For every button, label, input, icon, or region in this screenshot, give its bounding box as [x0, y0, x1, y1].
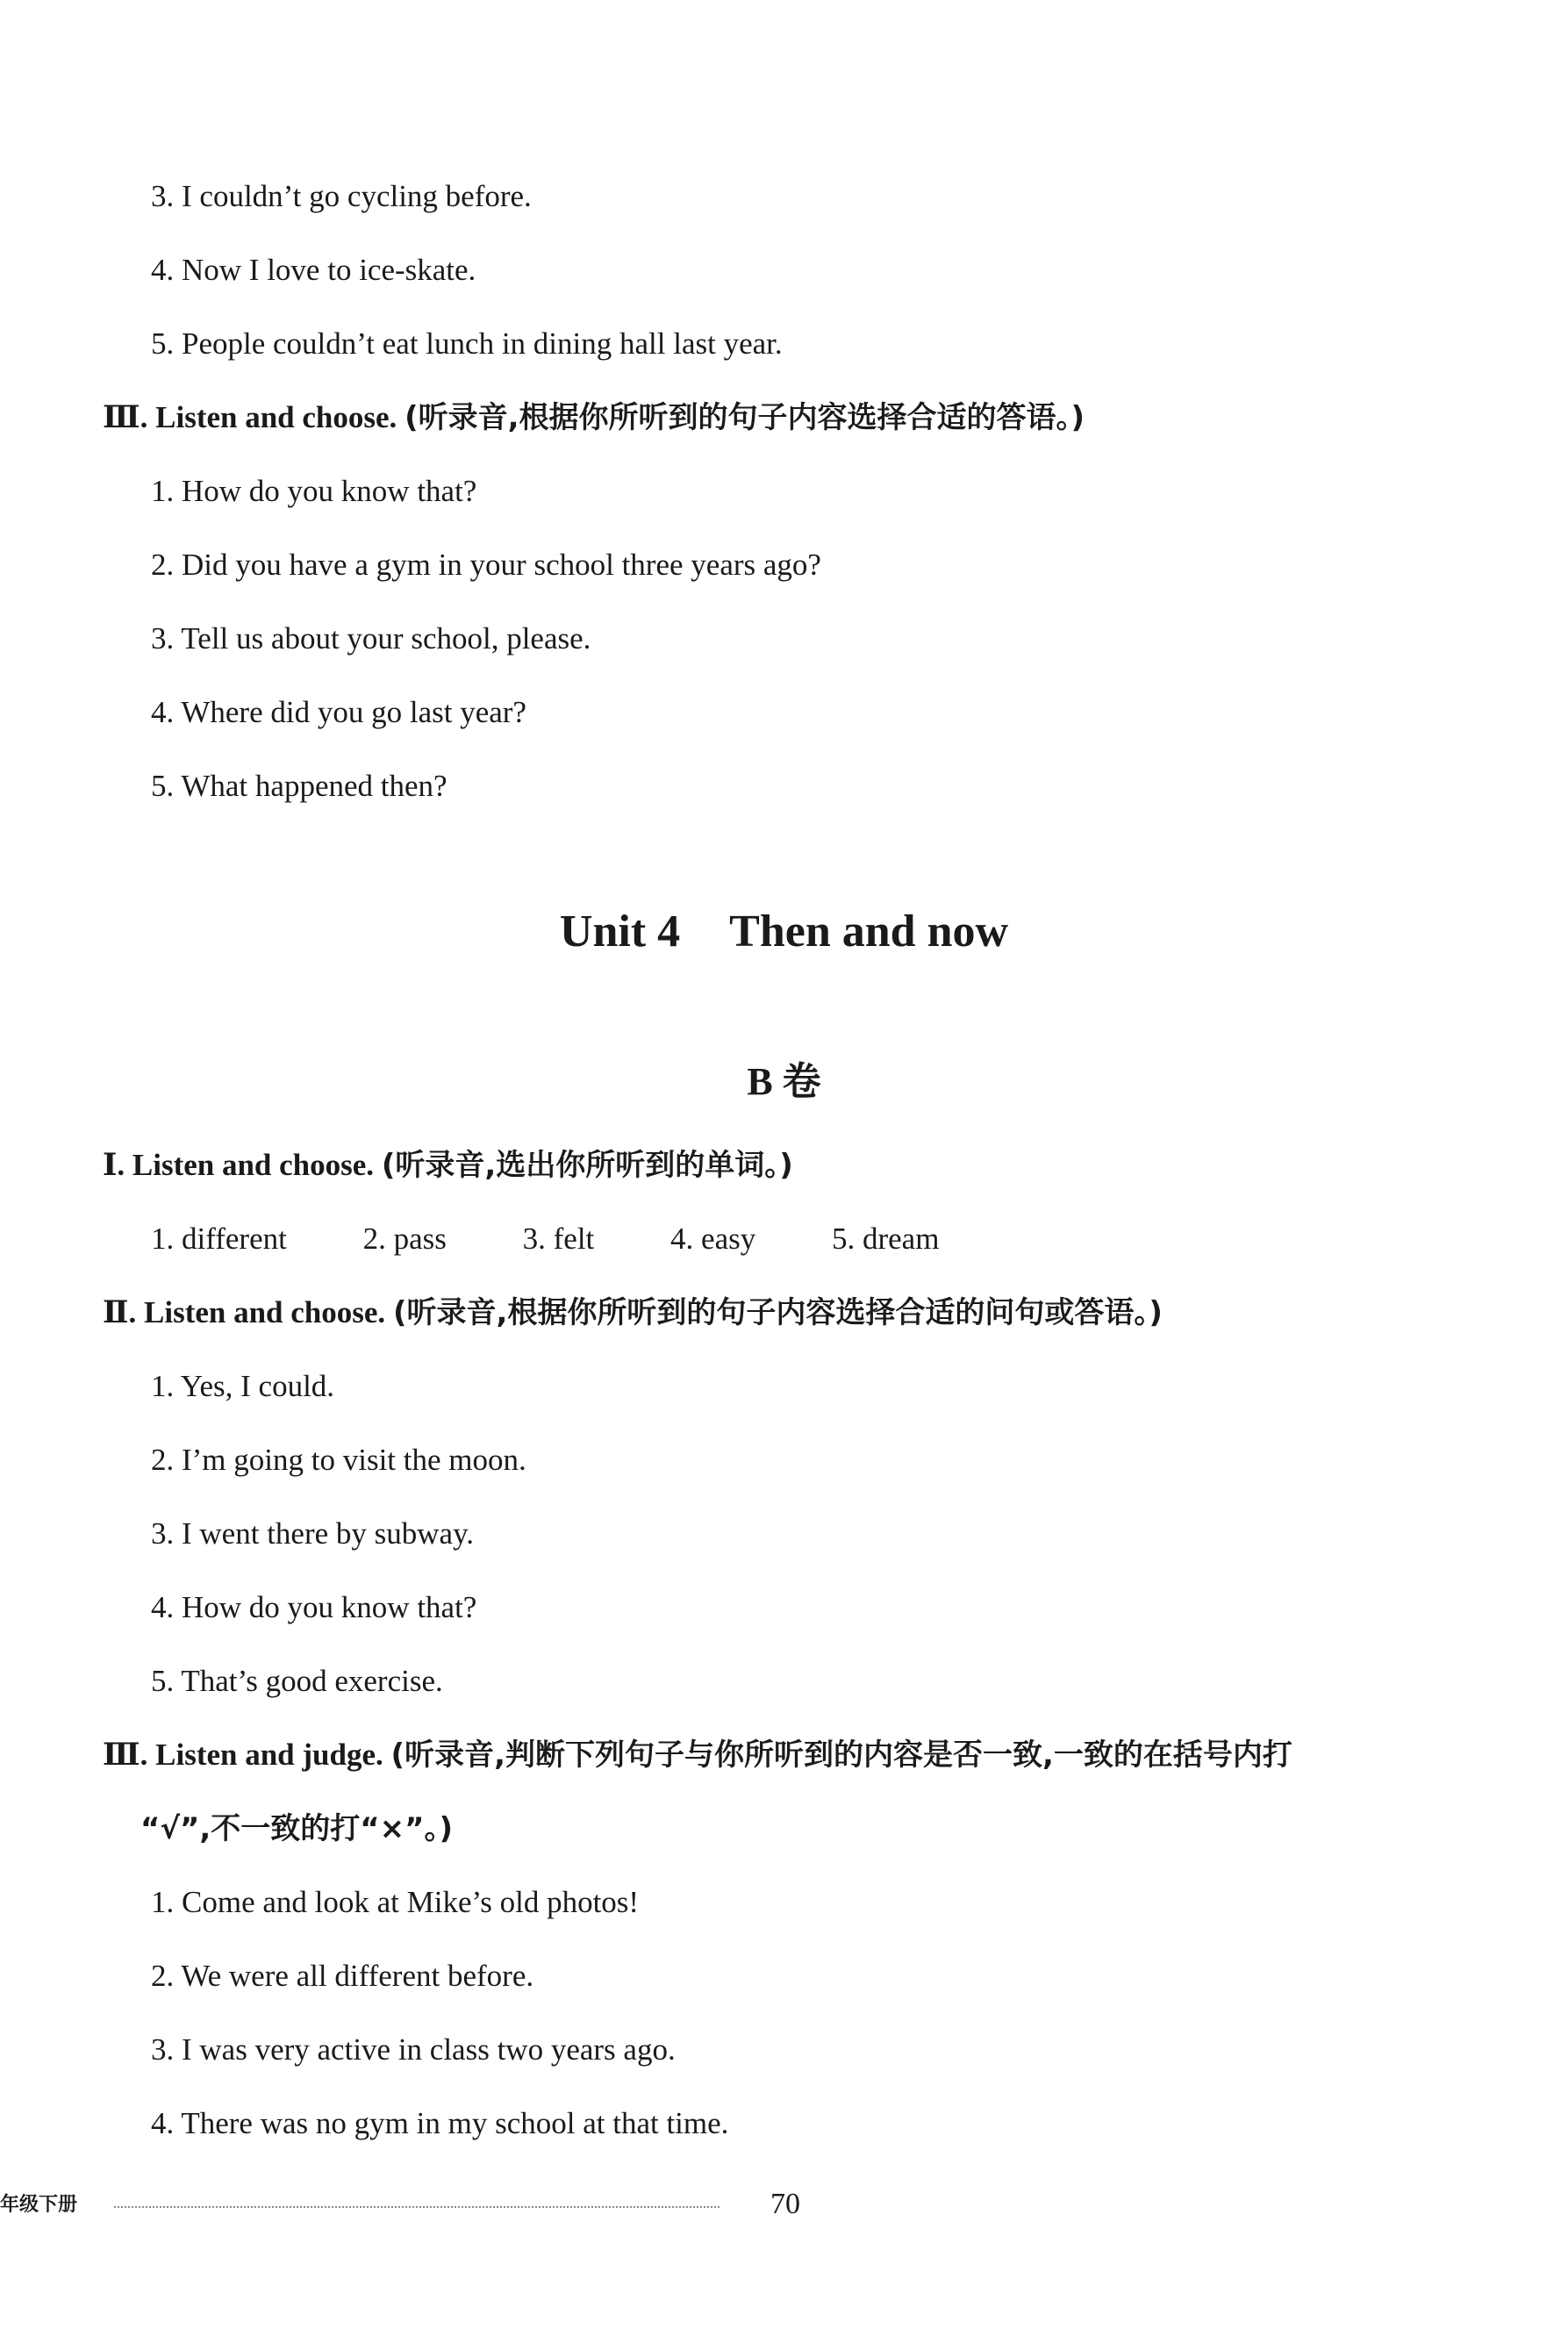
section-heading: [103, 398, 1085, 437]
section-instruction-en: . Listen and judge.: [140, 1738, 383, 1772]
list-item: 4. There was no gym in my school at that time.: [151, 2106, 729, 2140]
section-heading: [103, 1736, 1292, 1774]
footer-divider: [114, 2206, 720, 2208]
word-item: 4. easy: [670, 1222, 756, 1256]
list-item: 5. People couldn’t eat lunch in dining hall last year.: [151, 326, 783, 361]
footer-book-label: 年级下册: [0, 2194, 78, 2216]
unit-label: Unit 4: [559, 906, 681, 957]
list-item: 1. How do you know that?: [151, 474, 477, 508]
list-item: 5. That’s good exercise.: [151, 1664, 443, 1698]
unit-name: Then and now: [729, 906, 1009, 957]
section-instruction-cn: (听录音,根据你所听到的句子内容选择合适的答语。): [405, 400, 1085, 435]
section-instruction-cn-cont: “√”,不一致的打“×”。): [140, 1811, 454, 1846]
section-b-cn: 卷: [782, 1059, 821, 1104]
section-numeral: Ⅱ: [103, 1295, 129, 1329]
section-numeral: Ⅲ: [103, 1738, 140, 1772]
section-instruction-cn: (听录音,判断下列句子与你所听到的内容是否一致,一致的在括号内打: [390, 1738, 1292, 1773]
section-b-title: [0, 1057, 1568, 1107]
section-b-letter: B: [747, 1060, 773, 1103]
list-item: 3. I couldn’t go cycling before.: [151, 179, 532, 213]
word-list: [151, 1220, 1007, 1258]
list-item: 5. What happened then?: [151, 769, 447, 803]
section-instruction-en: . Listen and choose.: [128, 1295, 386, 1329]
section-instruction-en: . Listen and choose.: [140, 400, 397, 434]
section-numeral: Ⅰ: [103, 1148, 118, 1182]
section-instruction-en: . Listen and choose.: [117, 1148, 375, 1182]
word-item: 5. dream: [831, 1222, 940, 1256]
list-item: 4. How do you know that?: [151, 1590, 477, 1624]
unit-title: [0, 904, 1568, 960]
list-item: 2. We were all different before.: [151, 1959, 534, 1993]
list-item: 2. I’m going to visit the moon.: [151, 1443, 526, 1477]
section-heading: [103, 1293, 1163, 1332]
page-number: 70: [770, 2188, 800, 2220]
list-item: 3. I went there by subway.: [151, 1516, 475, 1551]
list-item: 1. Yes, I could.: [151, 1369, 335, 1403]
list-item: 4. Now I love to ice-skate.: [151, 253, 476, 287]
list-item: 1. Come and look at Mike’s old photos!: [151, 1885, 640, 1919]
section-instruction-cont: [140, 1809, 453, 1848]
section-instruction-cn: (听录音,根据你所听到的句子内容选择合适的问句或答语。): [392, 1295, 1163, 1330]
list-item: 2. Did you have a gym in your school three years ago?: [151, 548, 821, 582]
word-item: 3. felt: [522, 1222, 595, 1256]
word-item: 1. different: [151, 1222, 287, 1256]
list-item: 4. Where did you go last year?: [151, 695, 526, 729]
list-item: 3. I was very active in class two years ago.: [151, 2032, 676, 2067]
section-heading: [103, 1146, 793, 1185]
list-item: 3. Tell us about your school, please.: [151, 621, 591, 656]
word-item: 2. pass: [362, 1222, 447, 1256]
section-numeral: Ⅲ: [103, 400, 140, 434]
section-instruction-cn: (听录音,选出你所听到的单词。): [381, 1148, 793, 1183]
